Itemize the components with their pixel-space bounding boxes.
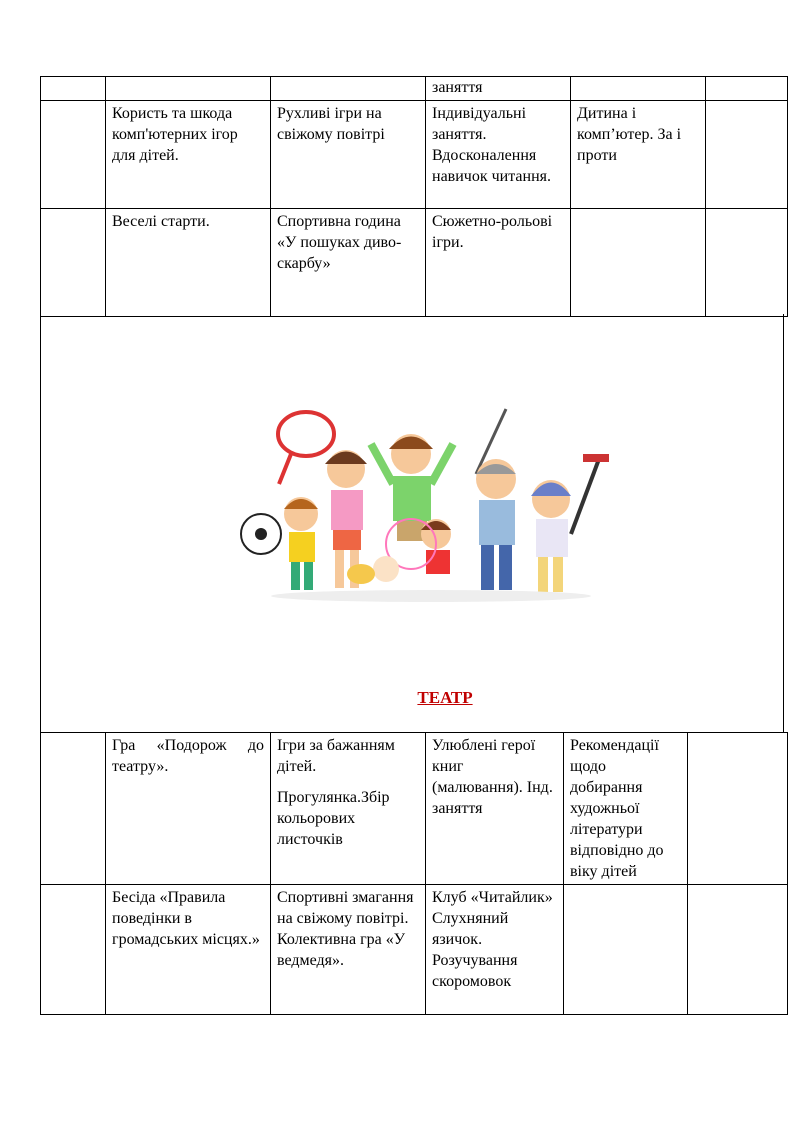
cell-activity: Ігри за бажанням дітей. Прогулянка.Збір кольорових листочків — [271, 733, 426, 885]
cell-parents — [571, 209, 706, 317]
family-sports-illustration — [231, 404, 631, 614]
cell-topic: Гра «Подорож до театру». — [106, 733, 271, 885]
cell-individual: Індивідуальні заняття. Вдосконалення навичок читання. — [426, 101, 571, 209]
cell-topic: Користь та шкода комп'ютерних ігор для дітей. — [106, 101, 271, 209]
cell-activity: Рухливі ігри на свіжому повітрі — [271, 101, 426, 209]
cell-topic: Бесіда «Правила поведінки в громадських місцях.» — [106, 885, 271, 1015]
cell-individual: Сюжетно-рольові ігри. — [426, 209, 571, 317]
table-row — [41, 885, 788, 1015]
plan-table-top — [40, 76, 788, 317]
table-row — [41, 101, 788, 209]
illustration-section — [40, 314, 784, 732]
table-row: заняття — [41, 77, 788, 101]
section-heading: ТЕАТР — [417, 688, 473, 707]
table-row — [41, 209, 788, 317]
cell-topic: Веселі старти. — [106, 209, 271, 317]
cell-parents: Дитина і комп’ютер. За і проти — [571, 101, 706, 209]
cell-activity: Спортивна година «У пошуках диво-скарбу» — [271, 209, 426, 317]
cell-parents — [564, 885, 688, 1015]
table-row — [41, 733, 788, 885]
cell-activity: Спортивні змагання на свіжому повітрі. Колективна гра «У ведмедя». — [271, 885, 426, 1015]
cell-parents: Рекомендації щодо добирання художньої літератури відповідно до віку дітей — [564, 733, 688, 885]
cell-individual: Клуб «Читайлик» Слухняний язичок. Розучування скоромовок — [426, 885, 564, 1015]
cell-individual: Улюблені герої книг (малювання). Інд. заняття — [426, 733, 564, 885]
plan-table-bottom — [40, 732, 788, 1015]
